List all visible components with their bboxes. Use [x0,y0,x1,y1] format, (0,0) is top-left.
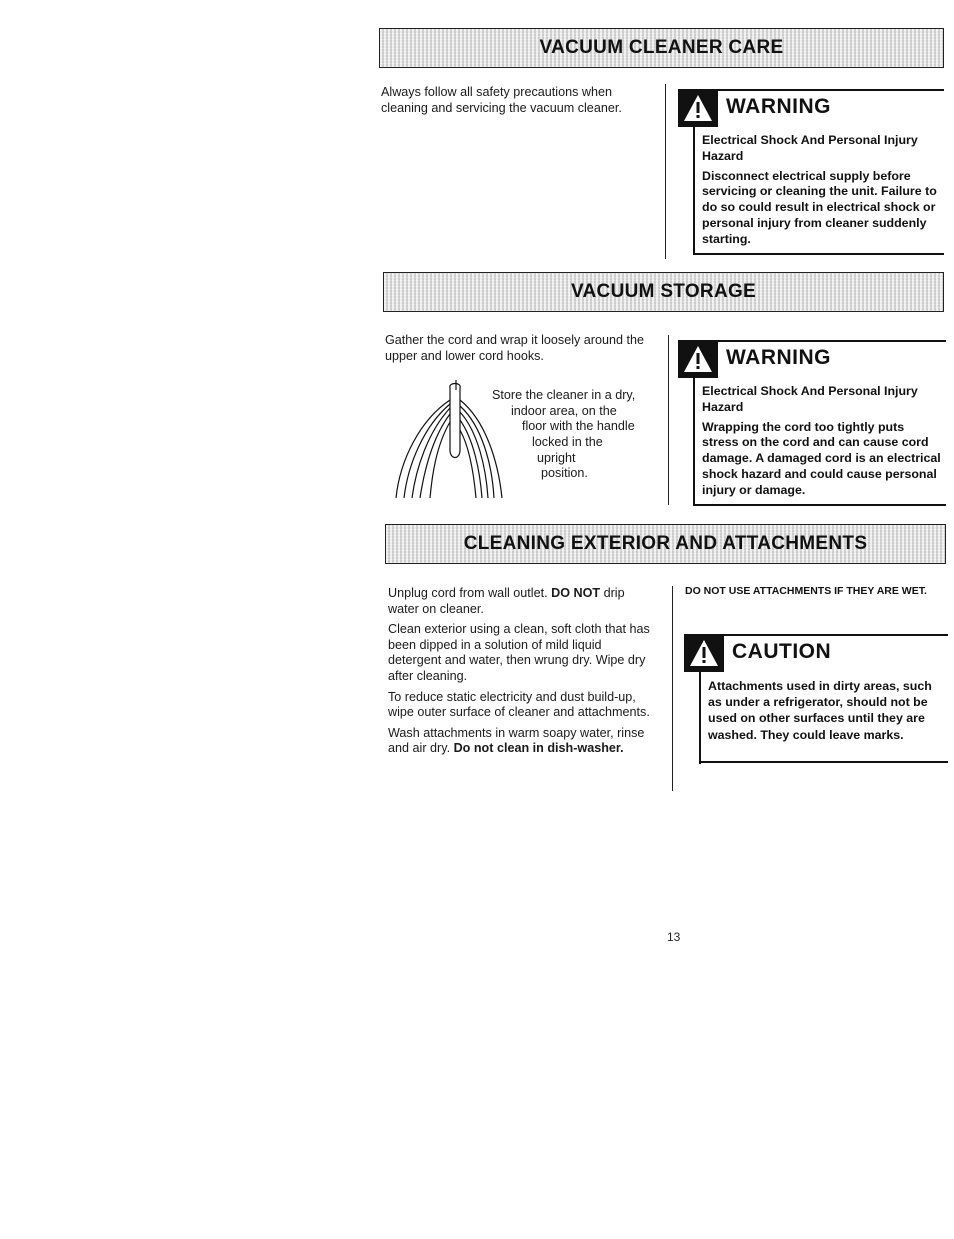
warning-box-storage [678,340,946,506]
care-intro: Always follow all safety precautions when cleaning and servicing the vacuum cleaner. [381,85,622,115]
column-divider [672,586,673,791]
warning-title: WARNING [726,95,831,118]
section-title: VACUUM STORAGE [570,281,757,302]
caution-triangle-icon [684,634,724,672]
caution-box [684,634,948,764]
banner-vacuum-cleaner-care [379,28,944,68]
warning-hazard: Electrical Shock And Personal Injury Hazard [702,133,918,163]
section-title: CLEANING EXTERIOR AND ATTACHMENTS [463,533,868,554]
banner-cleaning-exterior [385,524,946,564]
warning-triangle-icon [678,89,718,127]
cleaning-instructions: Unplug cord from wall outlet. DO NOT drip water on cleaner. Clean exterior using a clean, soft cloth that has been dipped in a solution of mild liquid detergent and water, then wrung dry. Wipe dry after cleaning. To reduce static electricity and dust build-up, wipe outer surface of cleaner and attachments. Wash attachments in warm soapy water, rinse and air dry. Do not clean in dish-washer. [388,586,650,756]
column-divider [665,84,666,259]
attachments-note: DO NOT USE ATTACHMENTS IF THEY ARE WET. [685,585,927,597]
caution-message: Attachments used in dirty areas, such as under a refrigerator, should not be used on other surfaces until they are washed. They could leave marks. [708,679,932,742]
warning-triangle-icon [678,340,718,378]
warning-hazard: Electrical Shock And Personal Injury Hazard [702,384,918,414]
warning-box-care [678,89,944,255]
section-title: VACUUM CLEANER CARE [539,37,784,58]
storage-intro: Gather the cord and wrap it loosely around the upper and lower cord hooks. [385,333,645,363]
warning-message: Wrapping the cord too tightly puts stress on the cord and can cause cord damage. A damaged cord is an electrical shock hazard and could cause personal injury or damage. [702,419,941,497]
page-number: 13 [667,930,681,944]
banner-vacuum-storage [383,272,944,312]
warning-title: WARNING [726,346,831,369]
caution-title: CAUTION [732,640,832,663]
column-divider [668,335,669,505]
warning-message: Disconnect electrical supply before servicing or cleaning the unit. Failure to do so could result in electrical shock or personal injury from cleaner suddenly starting. [702,168,937,246]
